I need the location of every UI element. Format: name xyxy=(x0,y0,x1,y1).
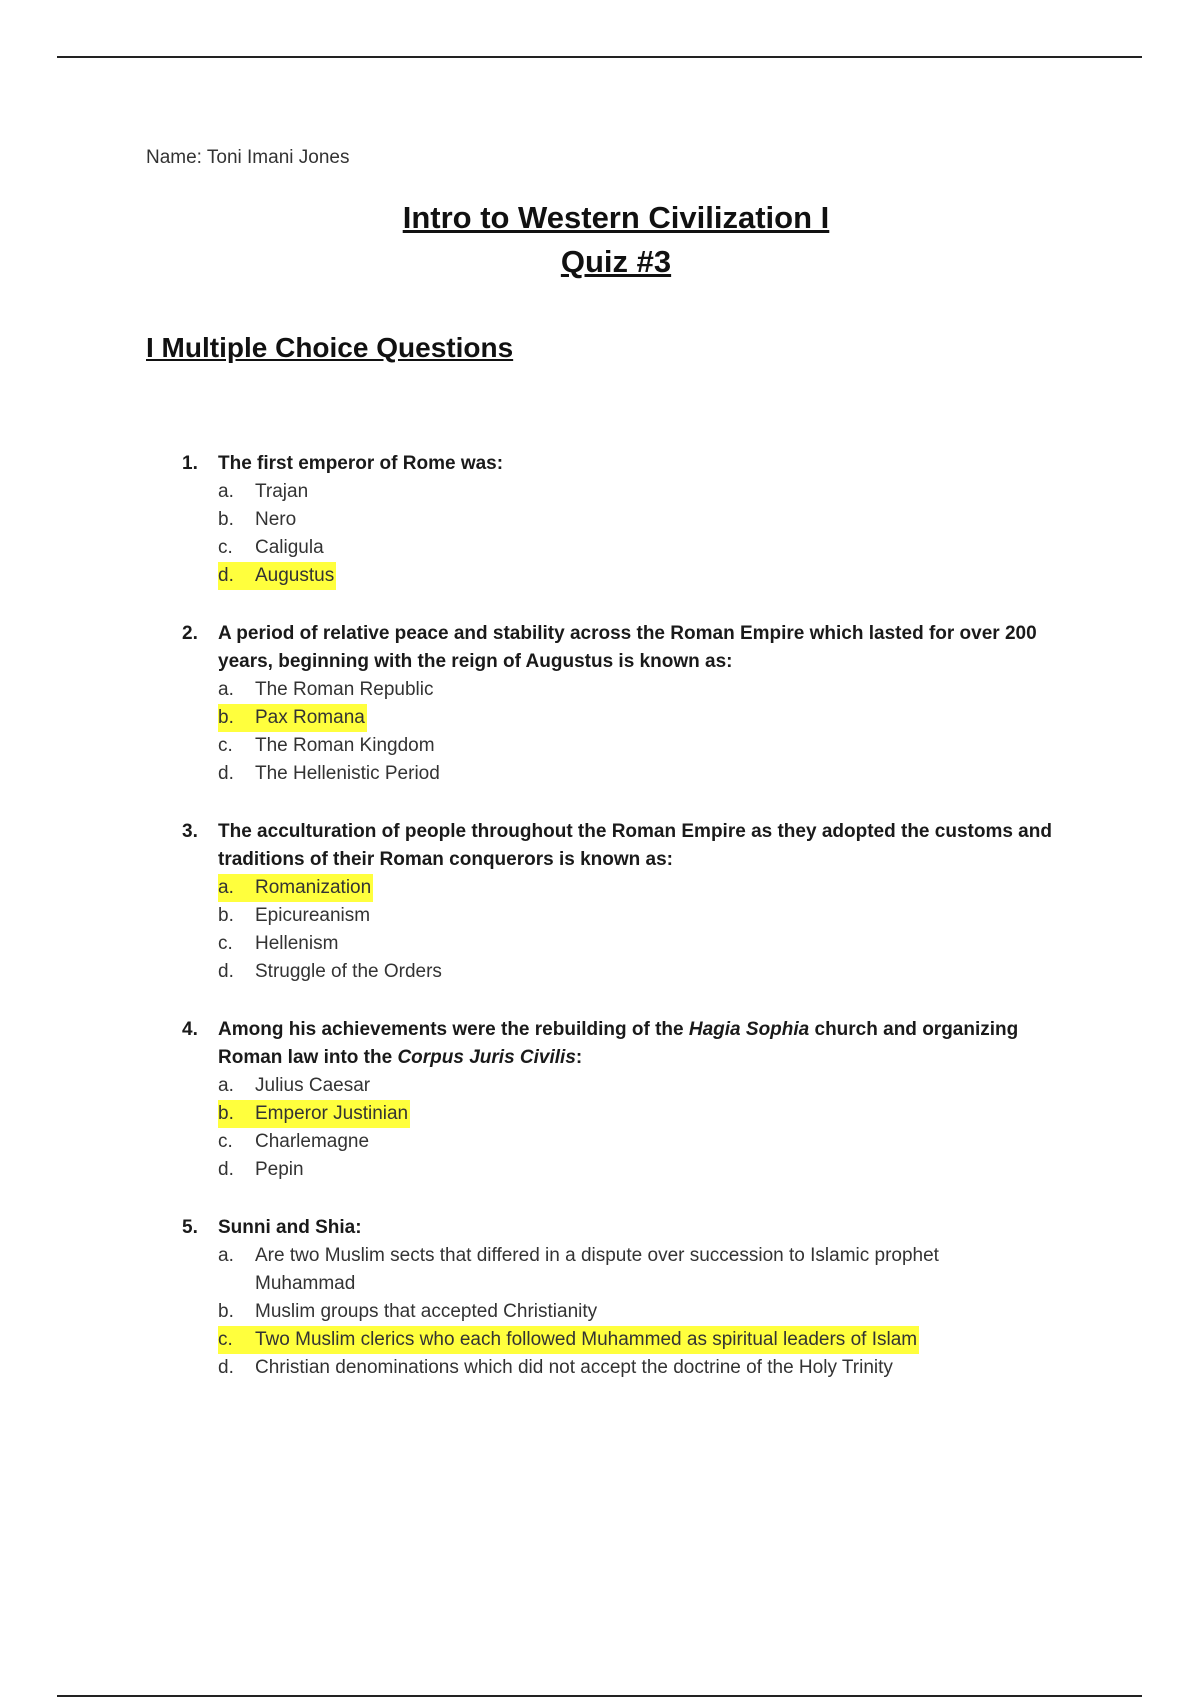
quiz-title: Quiz #3 xyxy=(560,244,672,279)
question-text: Among his achievements were the rebuilding of the Hagia Sophia church and organizing Roman law into the Corpus Juris Civilis: xyxy=(218,1019,1019,1068)
option-b-highlighted: b. Pax Romana xyxy=(218,704,1076,732)
option-a-highlighted: a. Romanization xyxy=(218,874,1076,902)
question-list xyxy=(146,450,1076,1382)
bottom-rule xyxy=(57,1695,1142,1697)
question-text: The first emperor of Rome was: xyxy=(218,453,504,474)
option-d-highlighted: d. Augustus xyxy=(218,562,1076,590)
question-number: 1. xyxy=(182,453,198,474)
option-c-highlighted: c. Two Muslim clerics who each followed Muhammed as spiritual leaders of Islam xyxy=(218,1326,1076,1354)
option-d: d. Christian denominations which did not accept the doctrine of the Holy Trinity xyxy=(218,1357,893,1378)
question-5 xyxy=(146,1214,1076,1382)
option-c: c. Charlemagne xyxy=(218,1131,370,1152)
question-number: 5. xyxy=(182,1217,198,1238)
question-text: A period of relative peace and stability across the Roman Empire which lasted for over 200 years, beginning with the reign of Augustus is known as: xyxy=(218,623,1037,672)
hagia-sophia-italic: Hagia Sophia xyxy=(688,1019,810,1040)
question-2 xyxy=(146,620,1076,788)
option-a: a. Julius Caesar xyxy=(218,1075,371,1096)
top-rule xyxy=(57,56,1142,58)
option-list xyxy=(146,1072,1076,1184)
section-heading: I Multiple Choice Questions xyxy=(146,332,514,363)
option-a: a. Trajan xyxy=(218,481,309,502)
question-number: 4. xyxy=(182,1019,198,1040)
option-list xyxy=(146,478,1076,590)
course-title: Intro to Western Civilization I xyxy=(402,200,830,235)
option-list xyxy=(146,676,1076,788)
option-c: c. Caligula xyxy=(218,537,324,558)
question-number: 3. xyxy=(182,821,198,842)
option-d: d. The Hellenistic Period xyxy=(218,763,440,784)
question-number: 2. xyxy=(182,623,198,644)
option-d: d. Struggle of the Orders xyxy=(218,961,442,982)
option-b: b. Muslim groups that accepted Christianity xyxy=(218,1301,598,1322)
option-list xyxy=(146,1242,1076,1382)
question-4 xyxy=(146,1016,1076,1184)
option-a: a. Are two Muslim sects that differed in a dispute over succession to Islamic prophet Muhammad xyxy=(218,1245,939,1294)
document-page xyxy=(146,146,1076,1412)
option-b: b. Nero xyxy=(218,509,297,530)
option-c: c. The Roman Kingdom xyxy=(218,735,435,756)
student-name: Name: Toni Imani Jones xyxy=(146,147,350,168)
question-3 xyxy=(146,818,1076,986)
option-a: a. The Roman Republic xyxy=(218,679,434,700)
question-1 xyxy=(146,450,1076,590)
question-text: The acculturation of people throughout the Roman Empire as they adopted the customs and traditions of their Roman conquerors is known as: xyxy=(218,821,1052,870)
option-b-highlighted: b. Emperor Justinian xyxy=(218,1100,1076,1128)
corpus-juris-italic: Corpus Juris Civilis xyxy=(397,1047,576,1068)
title-block xyxy=(146,196,1086,284)
option-d: d. Pepin xyxy=(218,1159,304,1180)
option-list xyxy=(146,874,1076,986)
question-text: Sunni and Shia: xyxy=(218,1217,362,1238)
option-c: c. Hellenism xyxy=(218,933,339,954)
option-b: b. Epicureanism xyxy=(218,905,371,926)
